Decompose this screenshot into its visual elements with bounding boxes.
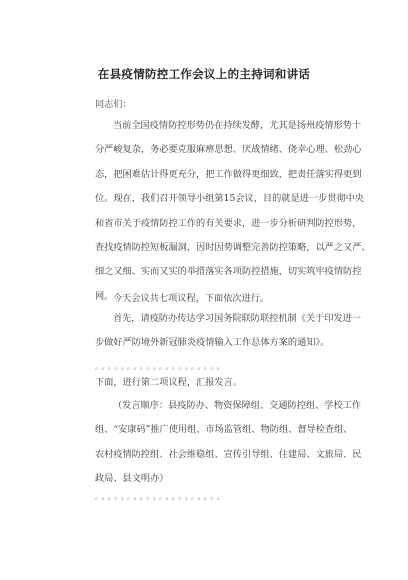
ellipsis-separator: 。。。。。。。。。。。。。。。。。。。。: [95, 362, 227, 371]
paragraph-line: 当前全国疫情防控形势仍在持续发酵，尤其是扬州疫情形势十: [113, 120, 362, 131]
paragraph-first-item: [95, 307, 362, 356]
paragraph-line: 政局、县文明办）: [95, 473, 169, 485]
paragraph-line: 细之又细、实而又实的举措落实各项防控措施，切实筑牢疫情防控: [95, 266, 362, 278]
paragraph-speaking-order: [95, 394, 362, 492]
paragraph-line: 下面，进行第二项议程，汇报发言。: [95, 377, 242, 388]
paragraph-line: 位。现在，我们召开领导小组第15会议，目的就是进一步贯彻中央: [95, 193, 364, 205]
paragraph-line: 首先，请疫防办传达学习国务院联防联控机制《关于印发进一: [113, 313, 362, 324]
paragraph-situation: [95, 114, 371, 309]
paragraph-line: 和省市关于疫情防控工作的有关要求，进一步分析研判防控形势，: [95, 217, 362, 229]
paragraph-second-item: [95, 371, 323, 395]
ellipsis-separator: 。。。。。。。。。。。。。。。。。。。。: [95, 492, 227, 501]
paragraph-line: 分严峻复杂，务必要克服麻痹思想、厌战情绪、侥幸心理、松劲心: [95, 144, 362, 156]
paragraph-line: 农村疫情防控组、社会维稳组、宣传引导组、住建局、文旅局、民: [95, 448, 362, 460]
paragraph-line: 网。: [95, 290, 114, 302]
paragraph-line: 步做好严防境外新冠肺炎疫情输入工作总体方案的通知》。: [95, 337, 330, 349]
paragraph-line: 今天会议共七项议程，下面依次进行。: [113, 293, 270, 304]
paragraph-line: 组、“安康码”推广使用组、市场监管组、物防组、督导检查组、: [95, 424, 353, 436]
document-title: 在县疫情防控工作会议上的主持词和讲话: [97, 67, 311, 81]
paragraph-line: 查找疫情防控短板漏洞，因时因势调整完善防控策略，以严之又严、: [95, 242, 371, 254]
paragraph-line: 态，把困难估计得更充分，把工作做得更细致，把责任落实得更到: [95, 168, 362, 180]
salutation: 同志们：: [95, 99, 132, 110]
paragraph-line: （发言顺序：县疫防办、物资保障组、交通防控组、学校工作: [113, 400, 362, 411]
